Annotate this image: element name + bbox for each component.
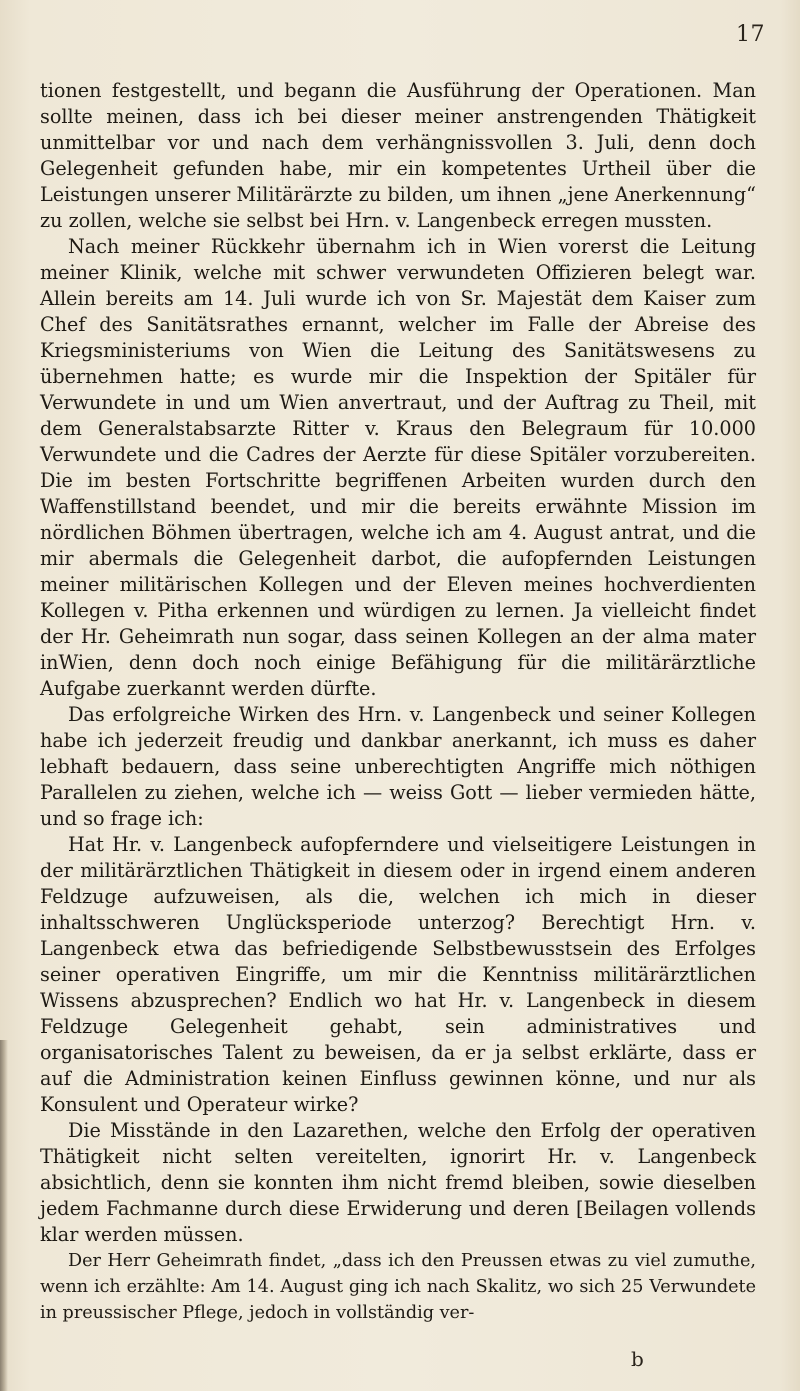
signature-mark: b [631, 1347, 644, 1371]
paragraph-4: Hat Hr. v. Langenbeck aufopferndere und vielseitigere Leistungen in der militärärztlichen Thätigkeit in diesem oder in irgend einem anderen Feldzuge aufzuweisen, als die, welchen ich mich in dieser inhaltsschweren Unglücksperiode unterzog? Berechtigt Hrn. v. Langenbeck etwa das befriedigende Selbstbewusstsein des Erfolges seiner operativen Eingriffe, um mir die Kenntniss militärärztlichen Wissens abzusprechen? Endlich wo hat Hr. v. Langenbeck in diesem Feldzuge Gelegenheit gehabt, sein administratives und organisatorisches Talent zu beweisen, da er ja selbst erklärte, dass er auf die Administration keinen Einfluss gewinnen könne, und nur als Konsulent und Operateur wirke? [40, 833, 756, 1116]
paragraph-2: Nach meiner Rückkehr übernahm ich in Wien vorerst die Leitung meiner Klinik, welche mit schwer verwundeten Offizieren belegt war. Allein bereits am 14. Juli wurde ich von Sr. Majestät dem Kaiser zum Chef des Sanitätsrathes ernannt, welcher im Falle der Abreise des Kriegsministeriums von Wien die Leitung des Sanitätswesens zu übernehmen hatte; es wurde mir die Inspektion der Spitäler für Verwundete in und um Wien anvertraut, und der Auftrag zu Theil, mit dem Generalstabsarzte Ritter v. Kraus den Belegraum für 10.000 Verwundete und die Cadres der Aerzte für diese Spitäler vorzubereiten. Die im besten Fortschritte begriffenen Arbeiten wurden durch den Waffenstillstand beendet, und mir die bereits erwähnte Mission im nördlichen Böhmen übertragen, welche ich am 4. August antrat, und die mir abermals die Gelegenheit darbot, die aufopfernden Leistungen meiner militärischen Kollegen und der Eleven meines hochverdienten Kollegen v. Pitha erkennen und würdigen zu lernen. Ja vielleicht findet der Hr. Geheimrath nun sogar, dass seinen Kollegen an der alma mater inWien, denn doch noch einige Befähigung für die militärärztliche Aufgabe zuerkannt werden dürfte. [40, 235, 756, 700]
page-number: 17 [736, 22, 765, 47]
paragraph-5: Die Misstände in den Lazarethen, welche den Erfolg der operativen Thätigkeit nicht selten vereitelten, ignorirt Hr. v. Langenbeck absichtlich, denn sie konnten ihm nicht fremd bleiben, sowie dieselben jedem Fachmanne durch diese Erwiderung und deren [Beilagen vollends klar werden müssen. [40, 1119, 756, 1246]
page-edge-shadow [0, 1040, 8, 1391]
paragraph-1: tionen festgestellt, und begann die Ausführung der Operationen. Man sollte meinen, dass ich bei dieser meiner anstrengenden Thätigkeit unmittelbar vor und nach dem verhängnissvollen 3. Juli, denn doch Gelegenheit gefunden habe, mir ein kompetentes Urtheil über die Leistungen unserer Militärärzte zu bilden, um ihnen „jene Anerkennung“ zu zollen, welche sie selbst bei Hrn. v. Langenbeck erregen mussten. [40, 79, 756, 232]
paragraph-6: Der Herr Geheimrath findet, „dass ich den Preussen etwas zu viel zumuthe, wenn ich erzählte: Am 14. August ging ich nach Skalitz, wo sich 25 Verwundete in preussischer Pflege, jedoch in vollständig ver- [40, 1251, 756, 1323]
paragraph-3: Das erfolgreiche Wirken des Hrn. v. Langenbeck und seiner Kollegen habe ich jederzeit freudig und dankbar anerkannt, ich muss es daher lebhaft bedauern, dass seine unberechtigten Angriffe mich nöthigen Parallelen zu ziehen, welche ich — weiss Gott — lieber vermieden hätte, und so frage ich: [40, 703, 756, 830]
body-text [40, 78, 756, 1326]
